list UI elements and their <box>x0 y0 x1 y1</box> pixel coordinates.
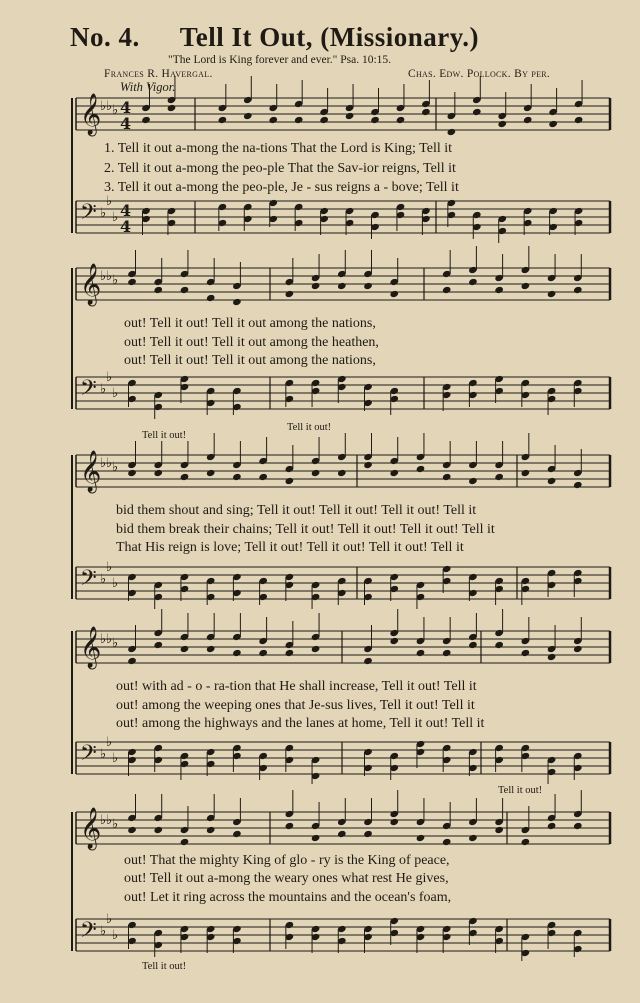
note-head <box>573 481 583 489</box>
note-head <box>547 290 557 298</box>
note-head <box>447 128 457 136</box>
note-head <box>468 834 478 842</box>
verse-2-line-3: bid them break their chains; Tell it out! Tell it out! Tell it out! Tell it <box>116 522 495 537</box>
flat-icon: ♭ <box>112 928 119 943</box>
verse-2-line-4: out! among the weeping ones that Je-sus lives, Tell it out! Tell it <box>116 698 475 713</box>
composer-credit: Chas. Edw. Pollock. By per. <box>408 68 551 80</box>
verse-3-line-3: That His reign is love; Tell it out! Tell it out! Tell it out! Tell it <box>116 540 464 555</box>
note-head <box>180 286 190 294</box>
note-head <box>153 469 163 477</box>
time-signature-bottom: 4 <box>120 114 132 133</box>
note-head <box>294 116 304 124</box>
bass-echo-text-3: Tell it out! <box>498 785 543 796</box>
flat-icon: ♭ <box>100 924 107 939</box>
flat-icon: ♭ <box>112 460 119 475</box>
note-head <box>285 477 295 485</box>
note-head <box>337 830 347 838</box>
note-head <box>389 818 399 826</box>
note-head <box>497 120 507 128</box>
flat-icon: ♭ <box>106 560 113 575</box>
note-head <box>206 645 216 653</box>
note-head <box>232 649 242 657</box>
flat-icon: ♭ <box>100 269 107 284</box>
flat-icon: ♭ <box>100 456 107 471</box>
note-head <box>218 116 228 124</box>
note-head <box>521 282 531 290</box>
note-head <box>180 838 190 846</box>
verse-2-line-5: out! Tell it out a-mong the weary ones what rest He gives, <box>124 871 449 886</box>
flat-icon: ♭ <box>112 751 119 766</box>
flat-icon: ♭ <box>100 813 107 828</box>
note-head <box>548 120 558 128</box>
verse-1-line-5: out! That the mighty King of glo - ry is the King of peace, <box>124 853 450 868</box>
flat-icon: ♭ <box>106 194 113 209</box>
note-head <box>258 473 268 481</box>
note-head <box>389 469 399 477</box>
tempo-marking: With Vigor. <box>120 80 176 94</box>
note-head <box>311 834 321 842</box>
note-head <box>285 822 295 830</box>
note-head <box>547 477 557 485</box>
note-head <box>521 649 531 657</box>
note-head <box>167 104 177 112</box>
note-head <box>574 116 584 124</box>
flat-icon: ♭ <box>100 747 107 762</box>
verse-3-line-2: out! Tell it out! Tell it out among the nations, <box>124 353 376 368</box>
note-head <box>370 116 380 124</box>
treble-clef-icon: 𝄞 <box>80 808 102 849</box>
note-head <box>494 473 504 481</box>
note-head <box>153 286 163 294</box>
note-head <box>573 286 583 294</box>
note-head <box>416 649 426 657</box>
note-head <box>389 637 399 645</box>
note-head <box>389 290 399 298</box>
note-head <box>442 473 452 481</box>
flat-icon: ♭ <box>112 103 119 118</box>
note-head <box>363 282 373 290</box>
flat-icon: ♭ <box>100 632 107 647</box>
bass-echo-text-4: Tell it out! <box>142 961 187 972</box>
note-head <box>153 826 163 834</box>
note-head <box>573 822 583 830</box>
flat-icon: ♭ <box>106 912 113 927</box>
verse-1-line-2: out! Tell it out! Tell it out among the nations, <box>124 316 376 331</box>
verse-1-line-4: out! with ad - o - ra-tion that He shall increase, Tell it out! Tell it <box>116 679 477 694</box>
note-head <box>141 116 151 124</box>
lyricist-credit: Frances R. Havergal. <box>104 68 213 80</box>
note-head <box>363 830 373 838</box>
bass-clef-icon: 𝄢 <box>80 918 97 948</box>
note-head <box>232 298 242 306</box>
note-head <box>319 116 329 124</box>
note-head <box>345 112 355 120</box>
bass-clef-icon: 𝄢 <box>80 741 97 771</box>
note-head <box>153 641 163 649</box>
note-head <box>494 286 504 294</box>
flat-icon: ♭ <box>112 576 119 591</box>
note-head <box>258 649 268 657</box>
note-head <box>416 834 426 842</box>
time-signature-bottom: 4 <box>120 217 132 236</box>
flat-icon: ♭ <box>112 386 119 401</box>
note-head <box>180 645 190 653</box>
flat-icon: ♭ <box>106 269 113 284</box>
note-head <box>363 657 373 665</box>
flat-icon: ♭ <box>112 210 119 225</box>
note-head <box>442 838 452 846</box>
hymn-title-text: Tell It Out, (Missionary.) <box>179 22 480 52</box>
note-head <box>468 641 478 649</box>
note-head <box>232 830 242 838</box>
note-head <box>311 645 321 653</box>
note-head <box>416 465 426 473</box>
flat-icon: ♭ <box>106 632 113 647</box>
note-head <box>285 290 295 298</box>
flat-icon: ♭ <box>100 99 107 114</box>
note-head <box>337 282 347 290</box>
treble-clef-icon: 𝄞 <box>80 451 102 492</box>
treble-clef-icon: 𝄞 <box>80 264 102 305</box>
note-head <box>337 469 347 477</box>
flat-icon: ♭ <box>100 206 107 221</box>
note-head <box>127 469 137 477</box>
treble-clef-icon: 𝄞 <box>80 627 102 668</box>
note-head <box>468 278 478 286</box>
bass-echo-text: Tell it out! <box>142 430 187 441</box>
flat-icon: ♭ <box>106 99 113 114</box>
note-head <box>396 116 406 124</box>
note-head <box>468 477 478 485</box>
bass-clef-icon: 𝄢 <box>80 376 97 406</box>
note-head <box>127 657 137 665</box>
note-head <box>442 286 452 294</box>
note-head <box>521 469 531 477</box>
time-signature-top: 4 <box>120 98 132 117</box>
verse-2-line-2: out! Tell it out! Tell it out among the heathen, <box>124 335 379 350</box>
flat-icon: ♭ <box>106 813 113 828</box>
note-head <box>180 473 190 481</box>
note-head <box>127 826 137 834</box>
verse-1-line-1: 1. Tell it out a-mong the na-tions That the Lord is King; Tell it <box>104 141 452 156</box>
verse-3-line-4: out! among the highways and the lanes at home, Tell it out! Tell it <box>116 716 485 731</box>
note-head <box>363 461 373 469</box>
note-head <box>232 473 242 481</box>
note-head <box>311 469 321 477</box>
flat-icon: ♭ <box>112 273 119 288</box>
note-head <box>206 826 216 834</box>
bass-clef-icon: 𝄢 <box>80 566 97 596</box>
verse-1-line-3: bid them shout and sing; Tell it out! Tell it out! Tell it out! Tell it <box>116 503 477 518</box>
note-head <box>311 282 321 290</box>
verse-3-line-5: out! Let it ring across the mountains and the ocean's foam, <box>124 890 452 905</box>
note-head <box>243 112 253 120</box>
note-head <box>421 108 431 116</box>
note-head <box>547 822 557 830</box>
note-head <box>127 278 137 286</box>
time-signature-top: 4 <box>120 201 132 220</box>
note-head <box>206 294 216 302</box>
verse-3-line-1: 3. Tell it out a-mong the peo-ple, Je - sus reigns a - bove; Tell it <box>104 180 459 195</box>
flat-icon: ♭ <box>106 735 113 750</box>
treble-clef-icon: 𝄞 <box>80 94 102 135</box>
note-head <box>268 116 278 124</box>
note-head <box>521 838 531 846</box>
note-head <box>523 116 533 124</box>
bass-echo-text-2: Tell it out! <box>287 422 332 433</box>
bass-clef-icon: 𝄢 <box>80 200 97 230</box>
scripture-quote: "The Lord is King forever and ever." Psa. 10:15. <box>168 54 392 66</box>
note-head <box>206 469 216 477</box>
note-head <box>442 649 452 657</box>
flat-icon: ♭ <box>100 382 107 397</box>
flat-icon: ♭ <box>112 817 119 832</box>
note-head <box>472 108 482 116</box>
flat-icon: ♭ <box>100 572 107 587</box>
hymn-number: No. 4. <box>70 22 140 52</box>
flat-icon: ♭ <box>106 370 113 385</box>
verse-2-line-1: 2. Tell it out a-mong the peo-ple That the Sav-ior reigns, Tell it <box>104 161 456 176</box>
note-head <box>494 826 504 834</box>
note-head <box>573 645 583 653</box>
flat-icon: ♭ <box>112 636 119 651</box>
note-head <box>547 653 557 661</box>
flat-icon: ♭ <box>106 456 113 471</box>
note-head <box>494 641 504 649</box>
note-head <box>285 649 295 657</box>
